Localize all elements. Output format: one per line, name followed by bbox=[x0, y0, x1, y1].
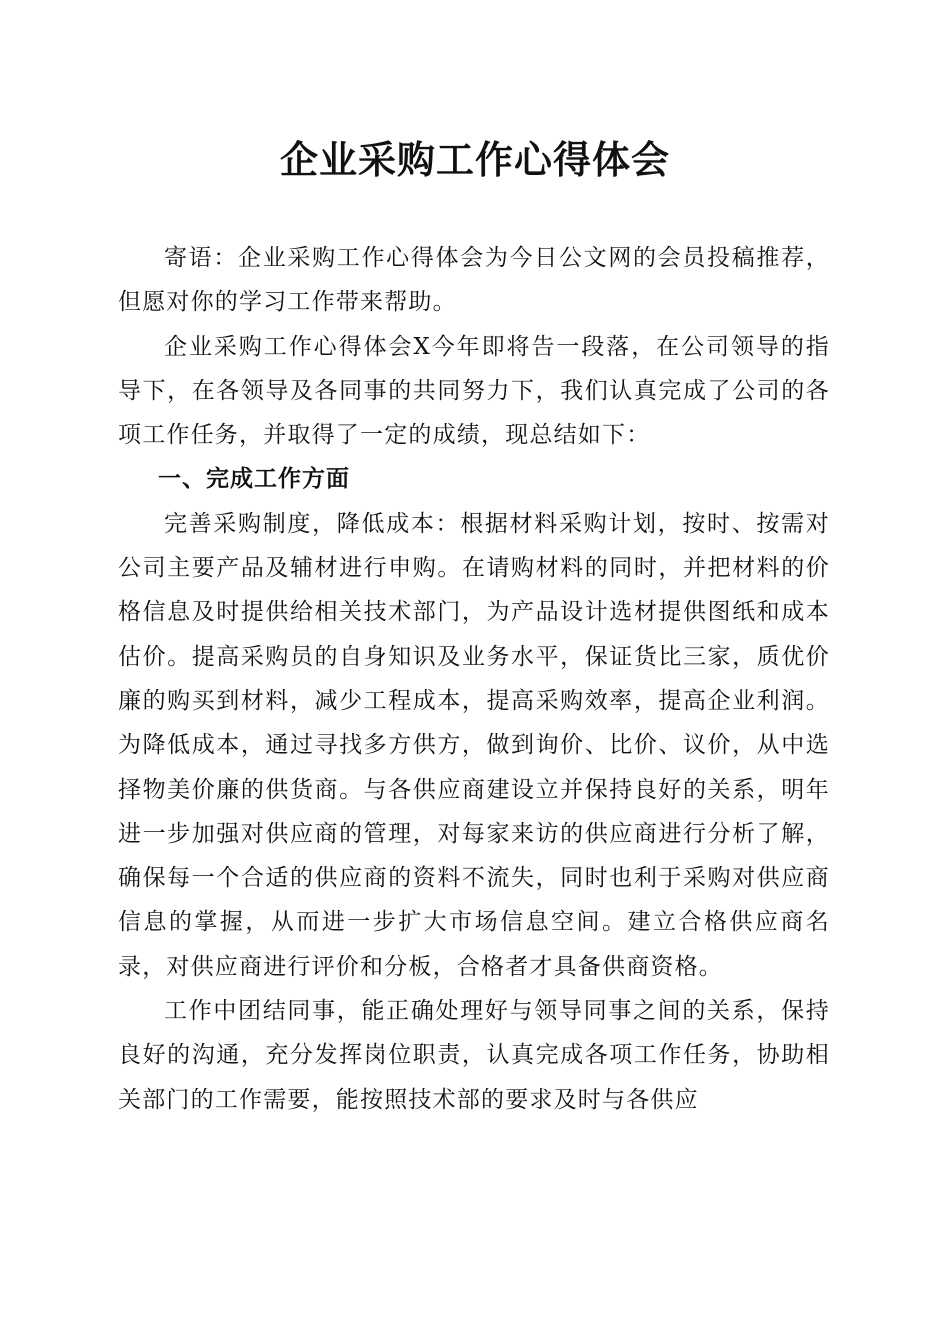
document-title: 企业采购工作心得体会 bbox=[279, 137, 670, 182]
document-body bbox=[118, 236, 830, 1122]
teamwork-paragraph: 工作中团结同事，能正确处理好与领导同事之间的关系，保持良好的沟通，充分发挥岗位职责，认真完成各项工作任务，协助相关部门的工作需要，能按照技术部的要求及时与各供应 bbox=[118, 998, 830, 1113]
foreword-paragraph: 寄语：企业采购工作心得体会为今日公文网的会员投稿推荐，但愿对你的学习工作带来帮助。 bbox=[118, 245, 830, 316]
section-heading: 一、完成工作方面 bbox=[158, 466, 350, 493]
procurement-paragraph: 完善采购制度，降低成本：根据材料采购计划，按时、按需对公司主要产品及辅材进行申购。在请购材料的同时，并把材料的价格信息及时提供给相关技术部门，为产品设计选材提供图纸和成本估价。提高采购员的自身知识及业务水平，保证货比三家，质优价廉的购买到材料，减少工程成本，提高采购效率，提高企业利润。为降低成本，通过寻找多方供方，做到询价、比价、议价，从中选择物美价廉的供货商。与各供应商建设立并保持良好的关系，明年进一步加强对供应商的管理，对每家来访的供应商进行分析了解，确保每一个合适的供应商的资料不流失，同时也利于采购对供应商信息的掌握，从而进一步扩大市场信息空间。建立合格供应商名录，对供应商进行评价和分板，合格者才具备供商资格。 bbox=[118, 510, 830, 980]
intro-paragraph: 企业采购工作心得体会X今年即将告一段落，在公司领导的指导下，在各领导及各同事的共同努力下，我们认真完成了公司的各项工作任务，并取得了一定的成绩，现总结如下： bbox=[118, 333, 830, 449]
